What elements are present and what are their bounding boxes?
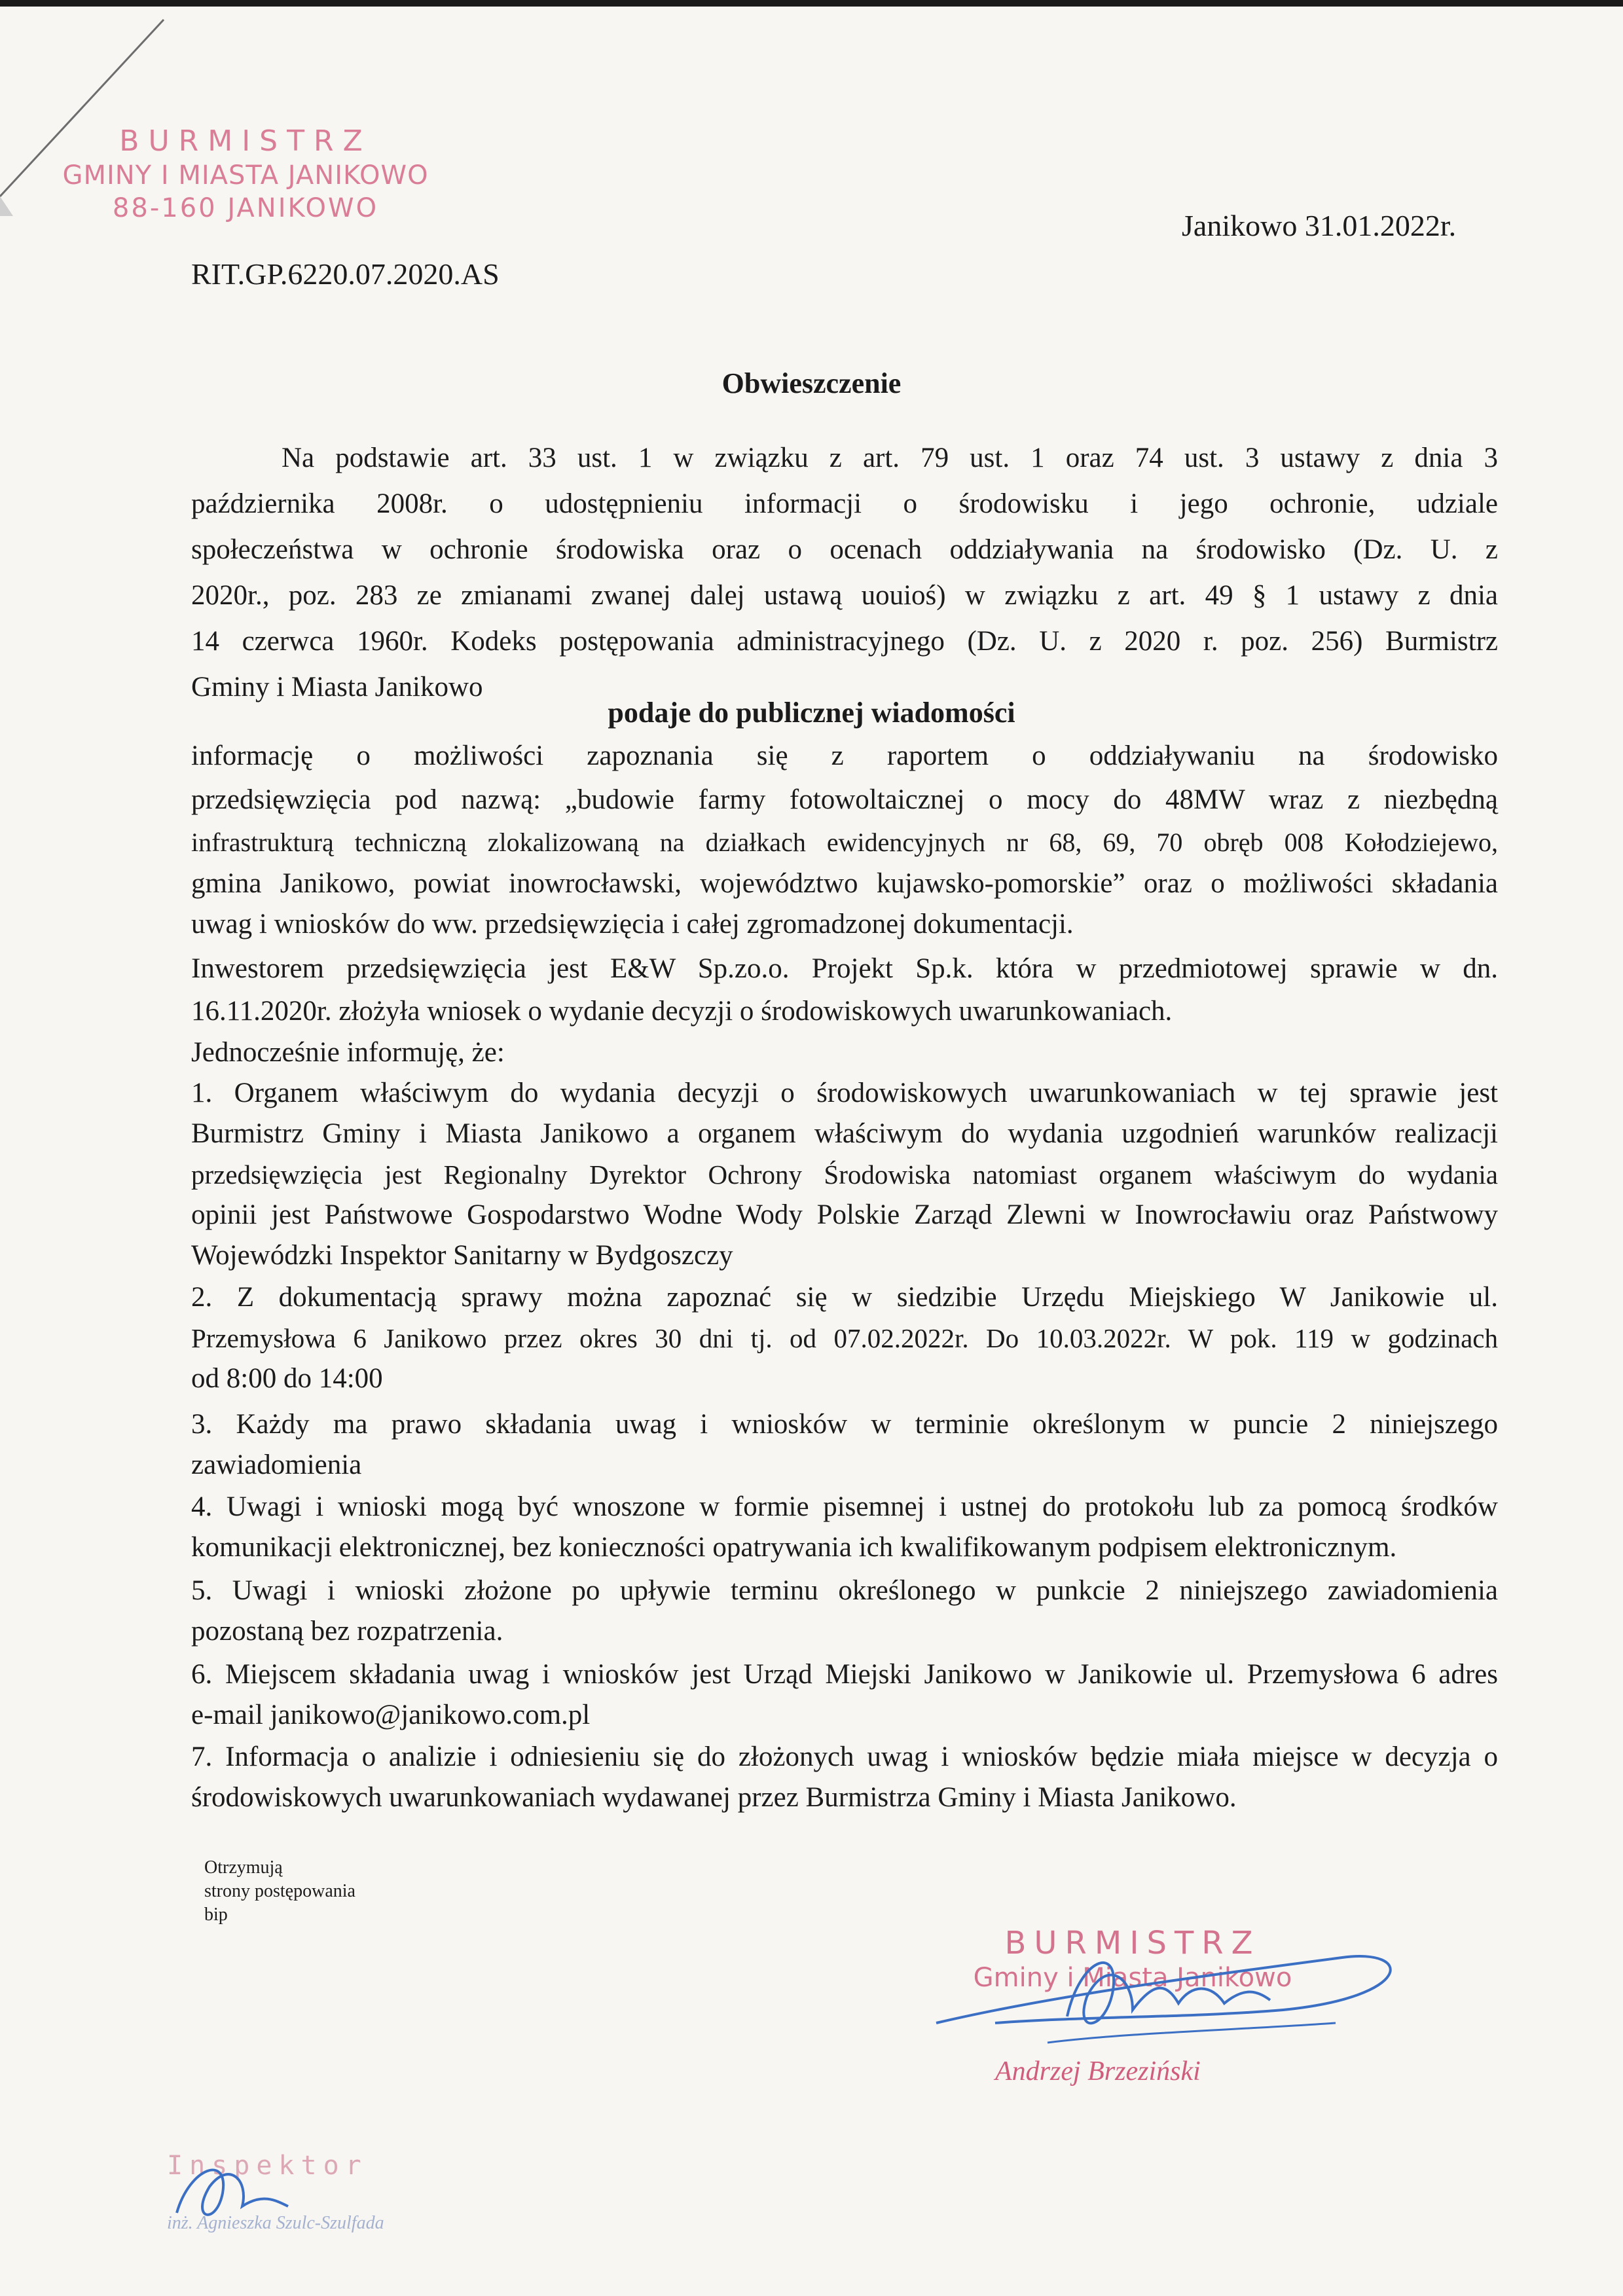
point-4-line: 4. Uwagi i wnioski mogą być wnoszone w formie pisemnej i ustnej do protokołu lub za pomocą środków [191,1491,1498,1522]
recipients-list [204,1856,356,1927]
document-date: Janikowo 31.01.2022r. [1182,209,1457,242]
stamp-line-3: 88-160 JANIKOWO [112,193,379,223]
point-3-line: zawiadomienia [191,1449,362,1480]
point-2-line: Przemysłowa 6 Janikowo przez okres 30 dni tj. od 07.02.2022r. Do 10.03.2022r. W pok. 119 w godzinach [191,1323,1498,1353]
inspector-stamp: Inspektor [167,2151,368,2181]
point-6-line: e-mail janikowo@janikowo.com.pl [191,1700,591,1730]
point-2-line: od 8:00 do 14:00 [191,1363,383,1394]
point-5-line: pozostaną bez rozpatrzenia. [191,1616,503,1647]
info-line: informację o możliwości zapoznania się z raportem o oddziaływaniu na środowisko [191,740,1498,771]
point-1-line: 1. Organem właściwym do wydania decyzji o środowiskowych uwarunkowaniach w tej sprawie jest [191,1078,1498,1108]
point-6-line: 6. Miejscem składania uwag i wniosków jest Urząd Miejski Janikowo w Janikowie ul. Przemysłowa 6 adres [191,1659,1498,1690]
point-5-line: 5. Uwagi i wnioski złożone po upływie terminu określonego w punkcie 2 niniejszego zawiadomienia [191,1575,1498,1606]
intro-line: społeczeństwa w ochronie środowiska oraz o ocenach oddziaływania na środowisko (Dz. U. z [191,534,1498,565]
intro-line: 14 czerwca 1960r. Kodeks postępowania administracyjnego (Dz. U. z 2020 r. poz. 256) Burmistrz [191,626,1498,657]
info-line: infrastrukturą techniczną zlokalizowaną na działkach ewidencyjnych nr 68, 69, 70 obręb 008 Kołodziejewo, [191,828,1498,857]
point-4-line: komunikacji elektronicznej, bez konieczności opatrywania ich kwalifikowanym podpisem elektronicznym. [191,1532,1397,1563]
inform-intro: Jednocześnie informuję, że: [191,1037,505,1068]
point-1-line: Wojewódzki Inspektor Sanitarny w Bydgoszczy [191,1240,733,1271]
info-line: uwag i wniosków do ww. przedsięwzięcia i całej zgromadzonej dokumentacji. [191,909,1074,939]
point-7-line: środowiskowych uwarunkowaniach wydawanej przez Burmistrza Gminy i Miasta Janikowo. [191,1782,1237,1813]
point-3-line: 3. Każdy ma prawo składania uwag i wniosków w terminie określonym w puncie 2 niniejszego [191,1409,1498,1440]
intro-line: października 2008r. o udostępnieniu informacji o środowisku i jego ochronie, udziale [191,488,1498,519]
reference-number: RIT.GP.6220.07.2020.AS [191,257,500,291]
intro-line: Na podstawie art. 33 ust. 1 w związku z art. 79 ust. 1 oraz 74 ust. 3 ustawy z dnia 3 [282,443,1498,473]
info-line: gmina Janikowo, powiat inowrocławski, województwo kujawsko-pomorskie” oraz o możliwości składania [191,868,1498,899]
signature-stamp-title: BURMISTRZ [1004,1925,1261,1961]
investor-line: 16.11.2020r. złożyła wniosek o wydanie decyzji o środowiskowych uwarunkowaniach. [191,996,1173,1027]
point-1-line: opinii jest Państwowe Gospodarstwo Wodne Wody Polskie Zarząd Zlewni w Inowrocławiu oraz Państwowy [191,1199,1498,1230]
recipient-item: bip [204,1904,228,1925]
info-line: przedsięwzięcia pod nazwą: „budowie farmy fotowoltaicznej o mocy do 48MW wraz z niezbędną [191,784,1498,815]
point-2-line: 2. Z dokumentacją sprawy można zapoznać się w siedzibie Urzędu Miejskiego W Janikowie ul. [191,1282,1498,1313]
stamp-line-2: GMINY I MIASTA JANIKOWO [62,160,429,191]
scan-edge [0,0,1623,7]
signatory-name: Andrzej Brzeziński [995,2056,1201,2086]
mayor-header-stamp [62,123,429,225]
inspector-name: inż. Agnieszka Szulc-Szulfada [167,2213,384,2233]
recipient-item: strony postępowania [204,1881,356,1901]
recipients-title: Otrzymują [204,1857,283,1878]
signature-stamp-office: Gminy i Miasta Janikowo [973,1963,1292,1993]
stamp-line-1: BURMISTRZ [119,124,372,158]
document-title: Obwieszczenie [721,367,902,399]
investor-line: Inwestorem przedsięwzięcia jest E&W Sp.zo.o. Projekt Sp.k. która w przedmiotowej sprawie w dn. [191,953,1498,984]
handwritten-signature [917,1918,1427,2069]
intro-line: Gminy i Miasta Janikowo [191,672,483,702]
point-1-line: Burmistrz Gminy i Miasta Janikowo a organem właściwym do wydania uzgodnień warunków realizacji [191,1118,1498,1149]
intro-line: 2020r., poz. 283 ze zmianami zwanej dalej ustawą uouioś) w związku z art. 49 § 1 ustawy z dnia [191,580,1498,611]
public-notice-heading: podaje do publicznej wiadomości [608,697,1015,729]
point-1-line: przedsięwzięcia jest Regionalny Dyrektor Ochrony Środowiska natomiast organem właściwym do wydania [191,1159,1498,1190]
point-7-line: 7. Informacja o analizie i odniesieniu się do złożonych uwag i wniosków będzie miała miejsce w decyzja o [191,1741,1498,1772]
